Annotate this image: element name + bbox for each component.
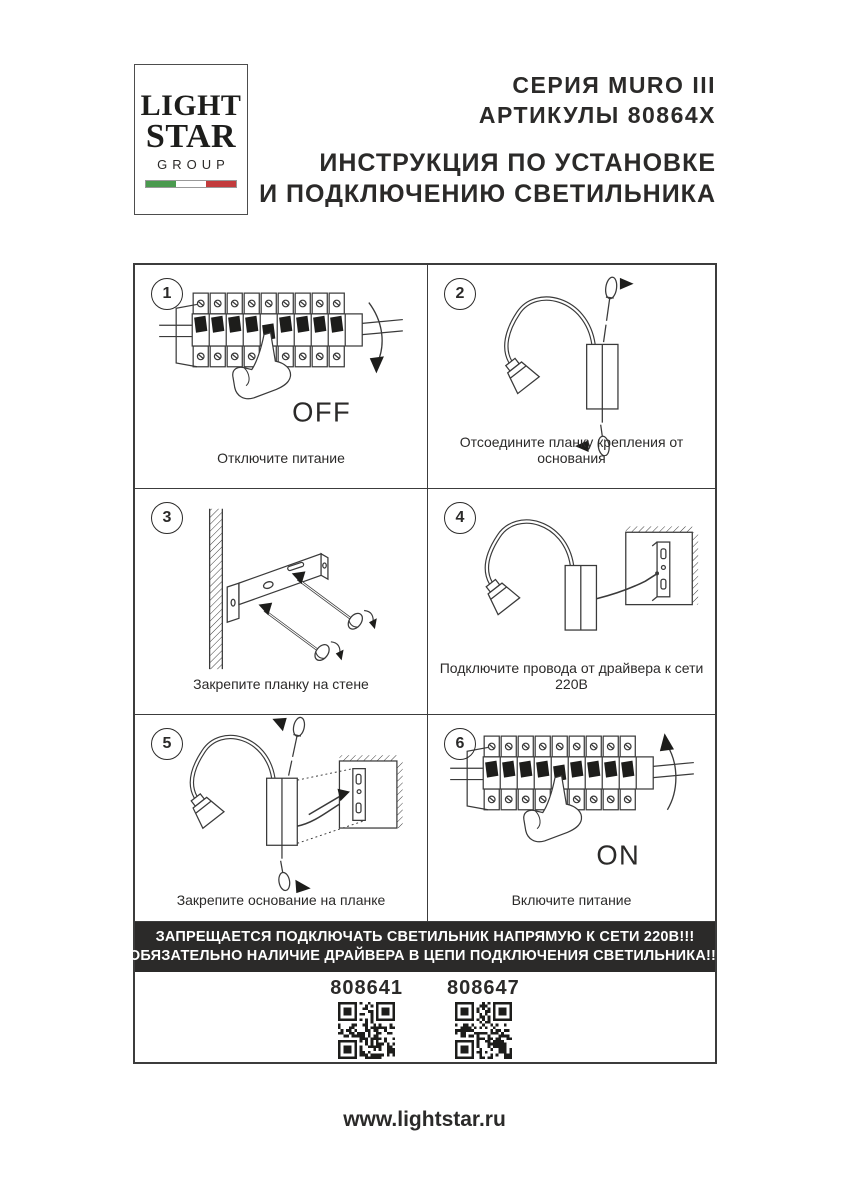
lamp-drawing [185,737,297,845]
step-2-illustration-detach-bracket [440,270,704,456]
screwdriver-top-icon [283,716,306,776]
wall-hatching [210,509,223,669]
flag-white [176,181,206,187]
page-title-line2: И ПОДКЛЮЧЕНИЮ СВЕТИЛЬНИКА [259,180,716,208]
wall-junction-box [625,526,697,604]
step-3-panel [135,489,428,715]
step-number-badge: 5 [151,728,183,760]
arrow-right-icon [619,278,633,290]
off-arrow-icon [369,303,384,374]
step-2-panel [428,265,715,489]
flag-red [206,181,236,187]
step-6-illustration-breaker-on [442,721,702,891]
qr-code [338,1002,395,1059]
logo-word-group: GROUP [157,156,230,172]
step-number-badge: 4 [444,502,476,534]
breaker-panel [450,736,694,810]
warning-line-2: ОБЯЗАТЕЛЬНО НАЛИЧИЕ ДРАЙВЕРА В ЦЕПИ ПОДКЛЮЧЕНИЯ СВЕТИЛЬНИКА!!! [128,948,722,964]
step-caption: Подключите провода от драйвера к сети 220В [439,660,704,692]
step-caption: Отключите питание [217,450,345,466]
logo-word-star: STAR [145,117,237,155]
off-label: OFF [292,396,352,428]
lamp-drawing [480,522,596,631]
screwdriver-top-icon [598,277,618,343]
breaker-panel [159,293,403,367]
header-title-block [259,70,716,210]
step-4-illustration-connect-wires [440,495,704,681]
step-number-badge: 3 [151,502,183,534]
footer-url: www.lightstar.ru [343,1108,506,1131]
step-4-panel [428,489,715,715]
article-808641 [330,977,403,1062]
step-6-panel [428,715,715,922]
article-808647 [447,977,520,1062]
step-5-panel [135,715,428,922]
flag-green [146,181,176,187]
articles-title: АРТИКУЛЫ 80864X [478,102,716,128]
step-caption: Закрепите планку на стене [193,676,369,692]
articles-section [135,972,715,1062]
step-number-badge: 6 [444,728,476,760]
arrow-up-left-icon [272,717,286,730]
article-code: 808647 [447,977,520,999]
italian-flag-stripe [145,180,237,188]
article-code: 808641 [330,977,403,999]
step-1-panel [135,265,428,489]
step-caption: Закрепите основание на планке [176,892,386,908]
step-5-illustration-fix-base [149,715,413,897]
step-caption: Включите питание [511,892,632,908]
lightstar-logo [134,64,248,215]
arrow-right-icon [295,879,310,892]
series-title: СЕРИЯ MURO III [512,72,716,98]
warning-banner [128,922,722,972]
step-caption: Отсоедините планку крепления от основания [459,434,684,466]
wire [297,804,339,826]
screw-anchor-lower [259,603,344,663]
warning-line-1: ЗАПРЕЩАЕТСЯ ПОДКЛЮЧАТЬ СВЕТИЛЬНИК НАПРЯМУЮ К СЕТИ 220В!!! [155,929,695,945]
step-1-illustration-breaker-off [151,278,411,448]
logo-word-light: LIGHT [140,89,242,122]
screwdriver-bottom-icon [275,859,291,891]
step-number-badge: 2 [444,278,476,310]
instruction-grid [128,263,722,1064]
page-title-line1: ИНСТРУКЦИЯ ПО УСТАНОВКЕ [319,149,716,177]
step-number-badge: 1 [151,278,183,310]
mounting-bracket [227,554,328,622]
on-arrow-icon [659,733,675,810]
lamp-drawing [499,299,617,409]
on-label: ON [595,839,640,871]
qr-code [455,1002,512,1059]
step-3-illustration-mount-bracket [149,495,413,681]
